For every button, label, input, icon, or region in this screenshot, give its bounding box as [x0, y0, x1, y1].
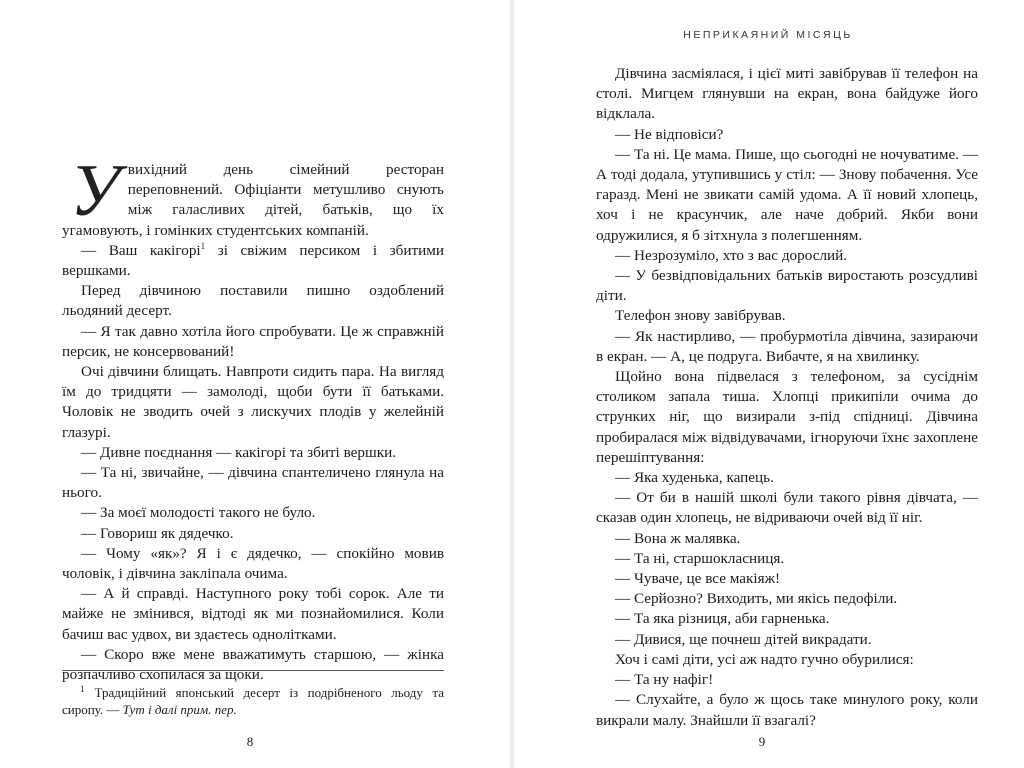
paragraph: — Чуваче, це все макіяж! [615, 570, 781, 588]
paragraph: — Слухайте, а було ж щось таке минулого року, коли викрали малу. Знайшли її взагалі? [596, 691, 978, 729]
paragraph: — Не відповіси? [615, 125, 724, 143]
paragraph: Телефон знову завібрував. [615, 307, 786, 325]
paragraph: Щойно вона підвелася з телефоном, за сусіднім столиком запала тиша. Хлопці прикипіли очима до струнких ніг, що визирали з-під спідниці. Дівчина пробиралася між відвідувачами, ігноруючи їхнє захоплене перешіптування: [596, 368, 978, 466]
paragraph: — Дивне поєднання — какігорі та збиті вершки. [81, 443, 396, 461]
paragraph: — Чому «як»? Я і є дядечко, — спокійно мовив чоловік, і дівчина закліпала очима. [62, 544, 444, 583]
kakigori-paragraph [62, 241, 444, 281]
right-paragraphs [596, 64, 978, 731]
opening-text: вихідний день сімейний ресторан переповнений. Офіціанти метушливо снують між галасливих дітей, батьків, що їх угамовують, і гомінких студентських компаній. [62, 161, 444, 239]
left-body-text [62, 150, 444, 685]
kakigori-text-cont: зі свіжим персиком і збитими вершками. [62, 241, 444, 280]
footnote-reference: 1 [200, 240, 206, 251]
paragraph: — Незрозуміло, хто з вас дорослий. [615, 246, 848, 264]
paragraph: — Та ні, звичайне, — дівчина спантеличено глянула на нього. [62, 464, 444, 502]
paragraph: Очі дівчини блищать. Навпроти сидить пара. На вигляд їм до тридцяти — замолоді, щоби бути її батьками. Чоловік не зводить очей з лискучих плодів у желейній глазурі. [62, 363, 444, 441]
paragraph: — От би в нашій школі були такого рівня дівчата, — сказав один хлопець, не відриваючи очей від її ніг. [596, 489, 978, 527]
paragraph: — Вона ж малявка. [615, 529, 741, 547]
paragraph: Дівчина засміялася, і цієї миті завібрував її телефон на столі. Мигцем глянувши на екран, вона байдуже його відклала. [596, 65, 978, 123]
paragraph: — Та ні. Це мама. Пише, що сьогодні не ночуватиме. — А тоді додала, утупившись у стіл: — Знову побачення. Усе гаразд. Мені не звикати самій удома. А її новий хлопець, хоч і не красунчик, але наче добрий. Якби вони одружилися, я б зітхнула з полегшенням. [596, 145, 978, 244]
running-head: НЕПРИКАЯНИЙ МІСЯЦЬ [683, 29, 853, 41]
page-number-left: 8 [246, 734, 254, 749]
paragraph: — Та ні, старшокласниця. [615, 549, 785, 567]
footnote [62, 681, 444, 718]
paragraph: — Я так давно хотіла його спробувати. Це ж справжній персик, не консервований! [62, 322, 444, 360]
paragraph: — Серйозно? Виходить, ми якісь педофіли. [615, 590, 898, 608]
right-body-text [596, 64, 978, 731]
paragraph: — Та яка різниця, аби гарненька. [615, 610, 830, 628]
paragraph: — За моєї молодості такого не було. [81, 504, 316, 522]
footnote-text: Традиційний японський десерт із подрібненого льоду та сиропу. — [62, 685, 444, 717]
paragraph: — У безвідповідальних батьків виростають розсудливі діти. [596, 267, 978, 305]
paragraph: — Говориш як дядечко. [81, 524, 234, 542]
kakigori-text: — Ваш какігорі [81, 241, 201, 259]
footnote-italic: Тут і далі прим. пер. [122, 702, 237, 717]
right-page [512, 0, 1024, 768]
drop-cap: У [70, 150, 120, 232]
paragraph: — А й справді. Наступного року тобі сорок. Але ти майже не змінився, відтоді як ми познайомилися. Коли бачиш вас удвох, ви здаєтесь однолітками. [62, 585, 444, 643]
paragraph: — Та ну нафіг! [615, 671, 714, 689]
left-paragraphs [62, 281, 444, 685]
paragraph: — Скоро вже мене вважатимуть старшою, — жінка розпачливо схопилася за щоки. [62, 645, 444, 684]
page-number-right: 9 [758, 734, 766, 749]
opening-paragraph [62, 150, 444, 241]
footnote-rule [62, 670, 444, 671]
footnote-number: 1 [80, 684, 85, 694]
paragraph: Хоч і самі діти, усі аж надто гучно обурилися: [615, 650, 914, 668]
paragraph: — Яка худенька, капець. [615, 469, 774, 487]
paragraph: — Дивися, ще почнеш дітей викрадати. [615, 630, 872, 648]
paragraph: Перед дівчиною поставили пишно оздоблений льодяний десерт. [62, 282, 444, 320]
paragraph: — Як настирливо, — пробурмотіла дівчина, зазираючи в екран. — А, це подруга. Вибачте, я на хвилинку. [596, 327, 978, 365]
